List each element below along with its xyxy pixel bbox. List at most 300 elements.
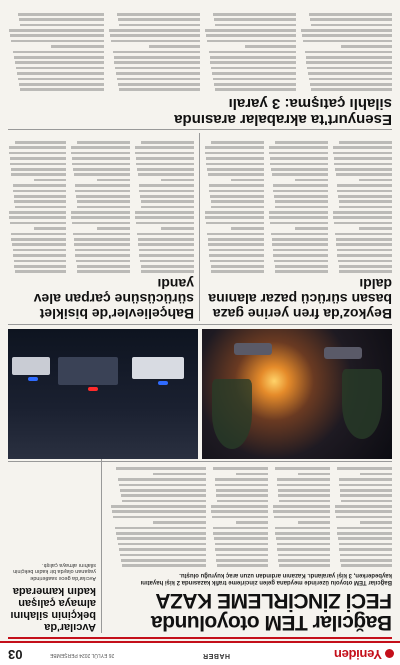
text-line bbox=[71, 152, 130, 155]
text-line bbox=[271, 233, 328, 236]
text-line bbox=[15, 61, 104, 64]
text-line bbox=[303, 40, 392, 43]
story-four-headline bbox=[8, 95, 392, 127]
text-line bbox=[11, 238, 66, 241]
text-line bbox=[13, 184, 66, 187]
text-line bbox=[269, 211, 328, 214]
text-line bbox=[211, 265, 264, 268]
text-line bbox=[153, 473, 206, 476]
text-line bbox=[141, 206, 194, 209]
text-line bbox=[334, 163, 392, 166]
text-line bbox=[118, 478, 206, 481]
text-line bbox=[216, 489, 268, 492]
text-line bbox=[209, 51, 296, 54]
car-shape bbox=[234, 343, 272, 355]
text-line bbox=[335, 168, 392, 171]
text-line bbox=[140, 195, 194, 198]
text-line bbox=[14, 260, 66, 263]
text-line bbox=[337, 467, 392, 470]
text-line bbox=[13, 254, 66, 257]
text-line bbox=[116, 467, 206, 470]
text-line bbox=[214, 18, 296, 21]
text-line bbox=[211, 141, 264, 144]
text-line bbox=[337, 249, 392, 252]
text-line bbox=[111, 40, 200, 43]
text-line bbox=[278, 494, 330, 497]
text-line bbox=[337, 254, 392, 257]
text-line bbox=[138, 243, 194, 246]
text-line bbox=[14, 265, 66, 268]
text-line bbox=[333, 152, 392, 155]
text-line bbox=[208, 173, 264, 176]
tree-shape bbox=[212, 379, 252, 449]
vehicle-shape bbox=[58, 357, 118, 385]
text-line bbox=[73, 233, 130, 236]
text-line bbox=[209, 254, 264, 257]
text-line bbox=[310, 18, 392, 21]
text-line bbox=[74, 238, 130, 241]
text-line bbox=[139, 254, 194, 257]
brand-dot-icon bbox=[385, 649, 394, 658]
text-line bbox=[309, 78, 392, 81]
text-line bbox=[117, 78, 200, 81]
accent-rule bbox=[8, 637, 392, 639]
body-text-column bbox=[272, 463, 330, 567]
text-line bbox=[340, 489, 392, 492]
text-line bbox=[337, 527, 392, 530]
text-line bbox=[213, 78, 296, 81]
text-line bbox=[72, 222, 130, 225]
text-line bbox=[273, 505, 330, 508]
text-line bbox=[118, 18, 200, 21]
story-four-headline-line2: silahlı çatışma: 3 yaralı bbox=[228, 95, 392, 112]
text-line bbox=[116, 72, 200, 75]
text-line bbox=[277, 484, 330, 487]
body-text-column bbox=[334, 463, 392, 567]
text-line bbox=[206, 35, 296, 38]
text-line bbox=[274, 516, 330, 519]
text-line bbox=[270, 222, 328, 225]
text-line bbox=[215, 478, 268, 481]
text-line bbox=[116, 532, 206, 535]
text-line bbox=[359, 179, 392, 182]
text-line bbox=[112, 511, 206, 514]
text-line bbox=[119, 88, 200, 91]
text-line bbox=[231, 227, 264, 230]
text-line bbox=[120, 489, 206, 492]
text-line bbox=[16, 67, 104, 70]
police-light-icon bbox=[88, 387, 98, 391]
body-text-column bbox=[204, 9, 296, 91]
text-line bbox=[216, 559, 268, 562]
text-line bbox=[121, 494, 206, 497]
text-line bbox=[14, 200, 66, 203]
text-line bbox=[73, 168, 130, 171]
text-line bbox=[337, 184, 392, 187]
text-line bbox=[277, 543, 330, 546]
text-line bbox=[269, 146, 328, 149]
text-line bbox=[117, 13, 200, 16]
text-line bbox=[339, 270, 392, 273]
issue-date: 26 EYLÜL 2024 PERŞEMBE bbox=[50, 652, 115, 658]
police-scene-photo bbox=[8, 329, 198, 459]
text-line bbox=[273, 511, 330, 514]
text-line bbox=[19, 18, 104, 21]
text-line bbox=[114, 61, 200, 64]
text-line bbox=[273, 254, 328, 257]
text-line bbox=[109, 29, 200, 32]
text-line bbox=[339, 543, 392, 546]
text-line bbox=[208, 243, 264, 246]
text-line bbox=[306, 56, 392, 59]
text-line bbox=[20, 88, 104, 91]
text-line bbox=[360, 473, 392, 476]
text-line bbox=[119, 548, 206, 551]
text-line bbox=[305, 51, 392, 54]
text-line bbox=[139, 190, 194, 193]
text-line bbox=[269, 152, 328, 155]
text-line bbox=[77, 270, 130, 273]
text-line bbox=[210, 61, 296, 64]
text-line bbox=[210, 195, 264, 198]
text-line bbox=[270, 163, 328, 166]
text-line bbox=[339, 265, 392, 268]
text-line bbox=[15, 141, 66, 144]
text-line bbox=[34, 179, 66, 182]
text-line bbox=[311, 88, 392, 91]
text-line bbox=[279, 564, 330, 567]
story-three-headline: Bahçelievler'de bisiklet sürücüsüne çarpan alev yandı bbox=[33, 276, 194, 322]
text-line bbox=[140, 260, 194, 263]
text-line bbox=[211, 200, 264, 203]
text-line bbox=[336, 173, 392, 176]
text-line bbox=[205, 217, 264, 220]
column-divider bbox=[199, 133, 200, 321]
text-line bbox=[213, 13, 296, 16]
text-line bbox=[141, 200, 194, 203]
text-line bbox=[273, 190, 328, 193]
text-line bbox=[120, 554, 206, 557]
text-line bbox=[115, 67, 200, 70]
text-line bbox=[217, 500, 268, 503]
text-line bbox=[139, 184, 194, 187]
body-text-column bbox=[110, 463, 206, 567]
text-line bbox=[339, 206, 392, 209]
text-line bbox=[274, 195, 328, 198]
text-line bbox=[77, 206, 130, 209]
body-text-column bbox=[108, 9, 200, 91]
text-line bbox=[206, 163, 264, 166]
text-line bbox=[117, 537, 206, 540]
text-line bbox=[278, 554, 330, 557]
text-line bbox=[11, 168, 66, 171]
text-line bbox=[359, 227, 392, 230]
vehicle-shape bbox=[12, 357, 50, 375]
text-line bbox=[11, 173, 66, 176]
text-line bbox=[211, 206, 264, 209]
text-line bbox=[215, 548, 268, 551]
text-line bbox=[138, 238, 194, 241]
text-line bbox=[137, 168, 194, 171]
text-line bbox=[333, 211, 392, 214]
text-line bbox=[340, 559, 392, 562]
text-line bbox=[161, 179, 194, 182]
page-number: 03 bbox=[8, 647, 23, 662]
text-line bbox=[335, 233, 392, 236]
body-text-column bbox=[8, 133, 66, 273]
police-light-icon bbox=[28, 377, 38, 381]
text-line bbox=[360, 521, 392, 524]
text-line bbox=[13, 249, 66, 252]
text-line bbox=[97, 179, 130, 182]
text-line bbox=[275, 270, 328, 273]
text-line bbox=[276, 537, 330, 540]
text-line bbox=[271, 168, 328, 171]
story-two-headline: Beykoz'da fren yerine gaza basan sürücü pazar alanına daldı bbox=[208, 276, 392, 322]
text-line bbox=[298, 521, 330, 524]
text-line bbox=[75, 184, 130, 187]
text-line bbox=[339, 548, 392, 551]
fire-scene-photo bbox=[202, 329, 392, 459]
text-line bbox=[333, 217, 392, 220]
text-line bbox=[275, 532, 330, 535]
text-line bbox=[336, 243, 392, 246]
text-line bbox=[34, 227, 66, 230]
text-line bbox=[135, 211, 194, 214]
text-line bbox=[334, 222, 392, 225]
body-text-column bbox=[70, 133, 130, 273]
side-subhead: Avcılar'da gece saatlerinde yaşanan olayda bir kadın bekçinin silahını almaya çalıştı. bbox=[13, 562, 96, 581]
text-line bbox=[205, 29, 296, 32]
text-line bbox=[214, 83, 296, 86]
text-line bbox=[141, 265, 194, 268]
text-line bbox=[161, 227, 194, 230]
text-line bbox=[215, 543, 268, 546]
text-line bbox=[208, 238, 264, 241]
text-line bbox=[9, 211, 66, 214]
text-line bbox=[340, 554, 392, 557]
text-line bbox=[302, 35, 392, 38]
text-line bbox=[339, 484, 392, 487]
text-line bbox=[115, 527, 206, 530]
text-line bbox=[141, 270, 194, 273]
text-line bbox=[277, 478, 330, 481]
text-line bbox=[306, 61, 392, 64]
text-line bbox=[337, 190, 392, 193]
text-line bbox=[14, 195, 66, 198]
side-story bbox=[8, 433, 102, 633]
text-line bbox=[341, 45, 392, 48]
text-line bbox=[209, 249, 264, 252]
body-text-column bbox=[268, 133, 328, 273]
text-line bbox=[275, 265, 328, 268]
text-line bbox=[76, 260, 130, 263]
side-headline: Avcılar'da bekçinin silahını almaya çalışan kadın kamerada bbox=[10, 585, 96, 633]
text-line bbox=[278, 489, 330, 492]
text-line bbox=[275, 467, 330, 470]
text-line bbox=[9, 217, 66, 220]
text-line bbox=[275, 527, 330, 530]
text-line bbox=[19, 83, 104, 86]
body-text-column bbox=[210, 463, 268, 567]
text-line bbox=[10, 222, 66, 225]
lead-deck: Bağcılar TEM otoyolu üzerinde meydana gelen zincirleme trafik kazasında 2 kişi hayatını kaybederken, 3 kişi yaralandı. Kazanın ardından uzun araç kuyruğu oluştu. bbox=[140, 572, 392, 585]
text-line bbox=[72, 157, 130, 160]
text-line bbox=[149, 45, 200, 48]
text-line bbox=[9, 152, 66, 155]
text-line bbox=[210, 56, 296, 59]
text-line bbox=[336, 238, 392, 241]
text-line bbox=[119, 24, 200, 27]
text-line bbox=[18, 13, 104, 16]
text-line bbox=[110, 35, 200, 38]
text-line bbox=[335, 511, 392, 514]
text-line bbox=[136, 157, 194, 160]
text-line bbox=[72, 163, 130, 166]
text-line bbox=[333, 146, 392, 149]
text-line bbox=[295, 227, 328, 230]
text-line bbox=[14, 56, 104, 59]
text-line bbox=[340, 494, 392, 497]
text-line bbox=[75, 254, 130, 257]
section-divider bbox=[8, 324, 392, 325]
text-line bbox=[211, 505, 268, 508]
text-line bbox=[15, 270, 66, 273]
lead-headline: Bağcılar TEM otoyolunda FECİ ZİNCİRLEME KAZA bbox=[151, 589, 392, 634]
text-line bbox=[135, 146, 194, 149]
text-line bbox=[122, 500, 206, 503]
text-line bbox=[135, 217, 194, 220]
text-line bbox=[273, 249, 328, 252]
text-line bbox=[118, 83, 200, 86]
text-line bbox=[76, 195, 130, 198]
text-line bbox=[217, 564, 268, 567]
text-line bbox=[272, 173, 328, 176]
text-line bbox=[114, 56, 200, 59]
text-line bbox=[137, 233, 194, 236]
text-line bbox=[205, 152, 264, 155]
text-line bbox=[206, 157, 264, 160]
text-line bbox=[272, 238, 328, 241]
text-line bbox=[212, 72, 296, 75]
text-line bbox=[138, 173, 194, 176]
text-line bbox=[339, 478, 392, 481]
text-line bbox=[9, 146, 66, 149]
text-line bbox=[13, 51, 104, 54]
text-line bbox=[274, 260, 328, 263]
text-line bbox=[310, 83, 392, 86]
text-line bbox=[20, 24, 104, 27]
text-line bbox=[97, 227, 130, 230]
text-line bbox=[339, 141, 392, 144]
section-label: HABER bbox=[202, 652, 230, 659]
text-line bbox=[273, 184, 328, 187]
text-line bbox=[18, 78, 104, 81]
text-line bbox=[119, 484, 206, 487]
text-line bbox=[118, 543, 206, 546]
text-line bbox=[71, 217, 130, 220]
text-line bbox=[17, 72, 104, 75]
text-line bbox=[336, 516, 392, 519]
text-line bbox=[74, 173, 130, 176]
text-line bbox=[207, 168, 264, 171]
vehicle-shape bbox=[132, 357, 184, 379]
text-line bbox=[275, 141, 328, 144]
section-divider bbox=[8, 461, 392, 462]
text-line bbox=[71, 211, 130, 214]
text-line bbox=[77, 265, 130, 268]
text-line bbox=[75, 190, 130, 193]
text-line bbox=[211, 270, 264, 273]
text-line bbox=[141, 141, 194, 144]
text-line bbox=[207, 233, 264, 236]
text-line bbox=[153, 521, 206, 524]
text-line bbox=[121, 559, 206, 562]
text-line bbox=[205, 146, 264, 149]
text-line bbox=[245, 45, 296, 48]
text-line bbox=[334, 157, 392, 160]
text-line bbox=[301, 29, 392, 32]
body-text-column bbox=[332, 133, 392, 273]
text-line bbox=[209, 190, 264, 193]
car-shape bbox=[324, 347, 362, 359]
text-line bbox=[211, 511, 268, 514]
text-line bbox=[11, 40, 104, 43]
brand-name: Yeniden bbox=[334, 647, 382, 662]
text-line bbox=[338, 537, 392, 540]
text-line bbox=[277, 548, 330, 551]
text-line bbox=[77, 200, 130, 203]
text-line bbox=[275, 200, 328, 203]
text-line bbox=[213, 467, 268, 470]
text-line bbox=[74, 243, 130, 246]
text-line bbox=[272, 243, 328, 246]
text-line bbox=[216, 494, 268, 497]
text-line bbox=[207, 40, 296, 43]
text-line bbox=[215, 484, 268, 487]
text-line bbox=[212, 516, 268, 519]
text-line bbox=[211, 67, 296, 70]
text-line bbox=[12, 243, 66, 246]
text-line bbox=[337, 532, 392, 535]
body-text-column bbox=[204, 133, 264, 273]
text-line bbox=[307, 67, 392, 70]
tree-shape bbox=[342, 369, 382, 439]
body-text-column bbox=[300, 9, 392, 91]
text-line bbox=[210, 260, 264, 263]
text-line bbox=[136, 163, 194, 166]
text-line bbox=[338, 195, 392, 198]
text-line bbox=[341, 564, 392, 567]
brand-logo bbox=[334, 647, 394, 662]
text-line bbox=[236, 473, 268, 476]
masthead bbox=[0, 641, 400, 665]
text-line bbox=[214, 537, 268, 540]
text-line bbox=[213, 527, 268, 530]
text-line bbox=[270, 157, 328, 160]
text-line bbox=[298, 473, 330, 476]
body-text-column bbox=[8, 9, 104, 91]
text-line bbox=[338, 260, 392, 263]
text-line bbox=[15, 206, 66, 209]
text-line bbox=[339, 200, 392, 203]
text-line bbox=[311, 24, 392, 27]
text-line bbox=[335, 505, 392, 508]
text-line bbox=[209, 184, 264, 187]
text-line bbox=[71, 146, 130, 149]
body-text-column bbox=[134, 133, 194, 273]
text-line bbox=[111, 505, 206, 508]
